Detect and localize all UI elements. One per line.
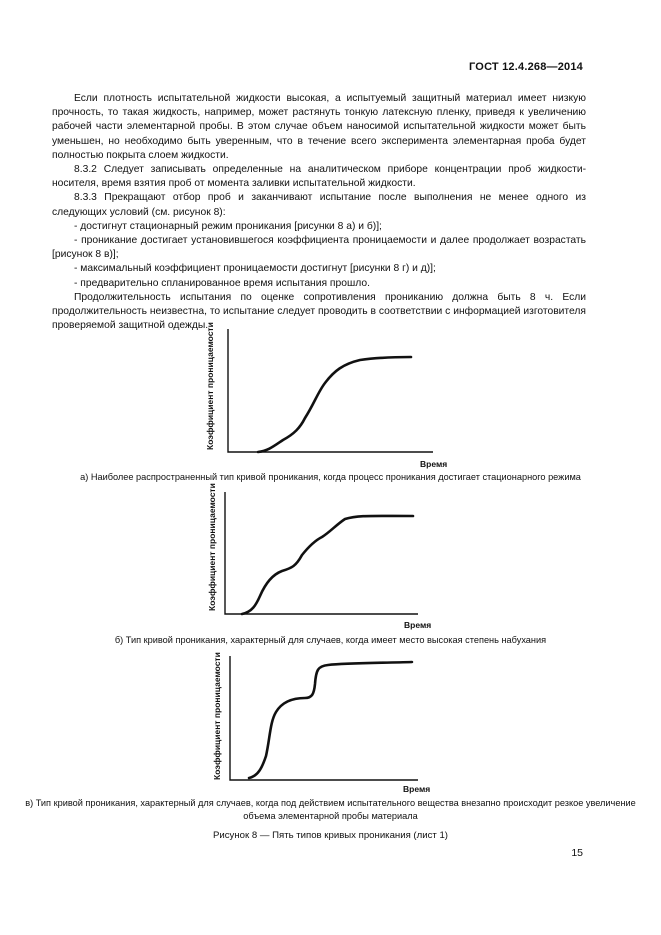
- figure-c-curve: [249, 662, 412, 778]
- figure-a-caption: а) Наиболее распространенный тип кривой проникания, когда процесс проникания достигает стационарного режима: [80, 472, 581, 482]
- figure-b-xlabel: Время: [404, 620, 432, 630]
- figure-c-ylabel: Коэффициент проницаемости: [212, 652, 222, 780]
- paragraph-8-3-2: 8.3.2 Следует записывать определенные на аналитическом приборе концентрации проб жидкости-носителя, время взятия проб от момента заливки испытательной жидкости.: [52, 164, 586, 190]
- figure-a-xlabel: Время: [420, 459, 448, 469]
- condition-item: - максимальный коэффициент проницаемости достигнут [рисунки 8 г) и д)];: [74, 263, 436, 275]
- figure-title: Рисунок 8 — Пять типов кривых проникания (лист 1): [213, 830, 448, 841]
- paragraph-duration: Продолжительность испытания по оценке сопротивления прониканию должна быть 8 ч. Если продолжительность неизвестна, то испытание следует проводить в соответствии с информацией изготовителя проверяемой защитной одежды.: [52, 291, 586, 332]
- condition-item: - достигнут стационарный режим проникания [рисунки 8 а) и б)];: [74, 220, 382, 232]
- figure-c-axes: [230, 656, 418, 780]
- figure-c-caption: в) Тип кривой проникания, характерный для случаев, когда под действием испытательного вещества внезапно происходит резкое увеличение объема элементарной пробы материала: [25, 798, 636, 821]
- condition-item: - предварительно спланированное время испытания прошло.: [74, 277, 370, 289]
- figure-c-xlabel: Время: [403, 784, 431, 794]
- paragraph-8-3-3: 8.3.3 Прекращают отбор проб и заканчивают испытание после выполнения не менее одного из следующих условий (см. рисунок 8):: [52, 192, 586, 218]
- standard-header: ГОСТ 12.4.268—2014: [469, 61, 583, 73]
- figure-b-ylabel: Коэффициент проницаемости: [207, 483, 217, 611]
- paragraph-dense-liquid: Если плотность испытательной жидкости высокая, а испытуемый защитный материал имеет низкую прочность, то такая жидкость, например, может растянуть тонкую латексную пленку, приведя к увеличению рабочей части элементарной пробы. В этом случае объем наносимой испытательной жидкости может быть уменьшен, но необходимо быть уверенным, что в течение всего эксперимента элементарная проба будет полностью покрыта слоем жидкости.: [52, 93, 586, 161]
- condition-item: - проникание достигает установившегося коэффициента проницаемости и далее продолжает возрастать [рисунок 8 в)];: [52, 235, 586, 261]
- figure-b-caption: б) Тип кривой проникания, характерный для случаев, когда имеет место высокая степень набухания: [114, 635, 547, 645]
- figure-a-ylabel: Коэффициент проницаемости: [205, 322, 215, 450]
- page-number: 15: [571, 847, 583, 859]
